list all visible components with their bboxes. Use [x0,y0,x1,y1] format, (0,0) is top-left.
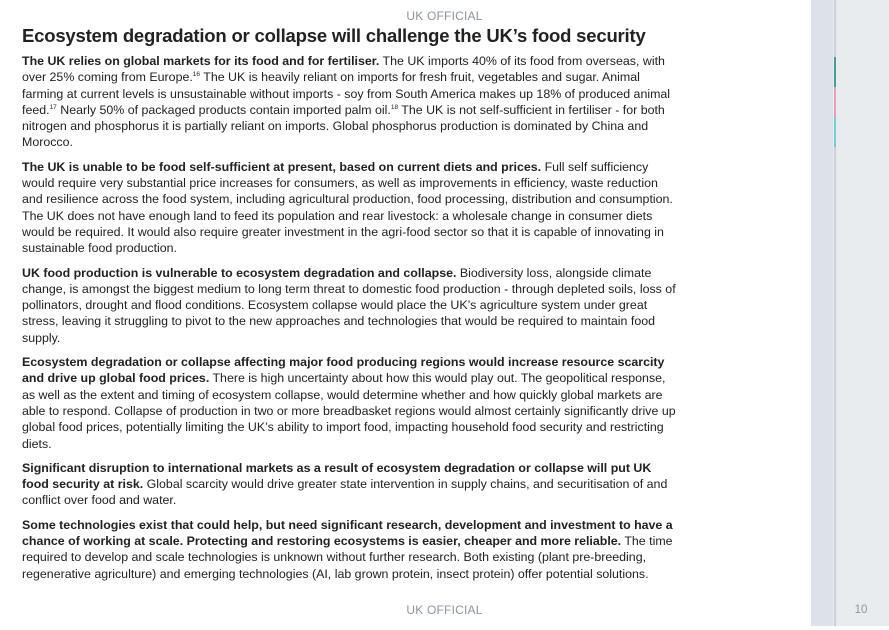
paragraph-lead: Ecosystem degradation or collapse affecting major food producing regions would increase resource scarcity and drive up global food prices. [22,355,665,386]
paragraph-text: Biodiversity loss, alongside climate change, is amongst the biggest medium to long term threat to domestic food production - through depleted soils, loss of pollinators, drought and flood conditions. Ecosystem collapse would place the UK’s agriculture system under great stress, leaving it struggling to pivot to the new approaches and technologies that would be required to maintain food supply. [22,265,676,345]
accent-bar-teal [834,57,836,87]
bottom-edge [0,626,889,630]
paragraph-lead: The UK is unable to be food self-sufficient at present, based on current diets and prices. [22,159,542,174]
side-strip [811,0,833,626]
paragraph [22,265,678,346]
page-number: 10 [854,604,868,616]
paragraph-text: Nearly 50% of packaged products contain imported palm oil. [56,102,391,117]
paragraph [22,159,678,257]
paragraph-text: The UK imports 40% of its food from overseas, with over 25% coming from Europe. [22,54,665,85]
footnote-ref[interactable]: 16 [192,71,201,79]
paragraph-lead: Significant disruption to international markets as a result of ecosystem degradation or collapse will put UK food security at risk. [22,460,652,492]
paragraph [22,53,678,151]
header-marking: UK OFFICIAL [406,9,483,23]
paragraph-text: The UK is heavily reliant on imports for fresh fruit, vegetables and sugar. Animal farming at current levels is unsustainable without imports - soy from South America makes up 18% of produced animal feed. [22,70,671,117]
paragraph [22,354,678,452]
paragraph [22,517,678,582]
body-text [22,53,678,590]
paragraph-text: There is high uncertainty about how this would play out. The geopolitical response, as well as the extent and timing of ecosystem collapse, would determine whether and how quickly global markets are able to respond. Collapse of production in two or more breadbasket regions would almost certainly significantly drive up global food prices, potentially limiting the UK’s ability to import food, impacting household food security and restricting diets. [22,371,676,451]
accent-bar-pink [834,87,836,117]
paragraph-text: The time required to develop and scale technologies is unknown without further research. Both existing (plant pre-breeding, regenerative agriculture) and emerging technologies (AI, lab grown protein, insect protein) offer potential solutions. [22,534,673,581]
paragraph-text: Full self sufficiency would require very substantial price increases for consumers, as well as improvements in efficiency, waste reduction and resilience across the food system, including agricultural production, food processing, distribution and consumption. The UK does not have enough land to feed its population and rear livestock: a wholesale change in consumer diets would be required. It would also require greater investment in the agri-food sector so that it is capable of innovating in sustainable food production. [22,159,673,256]
page-title: Ecosystem degradation or collapse will challenge the UK’s food security [22,25,646,46]
paragraph-text: The UK is not self-sufficient in fertiliser - for both nitrogen and phosphorus it is partially reliant on imports. Global phosphorus production is dominated by China and Morocco. [22,102,665,150]
paragraph-text: Global scarcity would drive greater state intervention in supply chains, and securitisation of and conflict over food and water. [22,477,668,508]
accent-bar-cyan [834,117,836,147]
footer-marking: UK OFFICIAL [406,603,483,617]
footnote-ref[interactable]: 18 [390,103,399,111]
paragraph [22,460,678,509]
paragraph-lead: Some technologies exist that could help, but need significant research, development and investment to have a chance of working at scale. Protecting and restoring ecosystems is easier, cheaper and more reliable. [22,517,673,549]
paragraph-lead: UK food production is vulnerable to ecosystem degradation and collapse. [22,265,457,280]
paragraph-lead: The UK relies on global markets for its food and for fertiliser. [22,54,380,68]
footnote-ref[interactable]: 17 [49,103,57,111]
